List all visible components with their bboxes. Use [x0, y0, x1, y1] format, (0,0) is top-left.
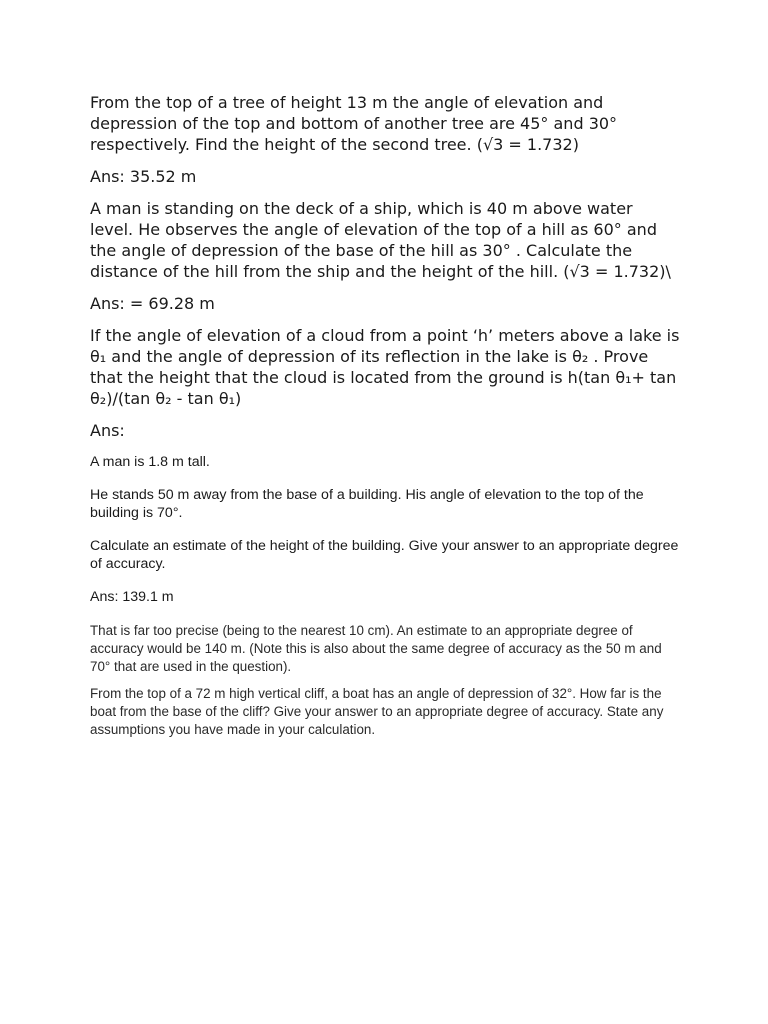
question-5: From the top of a 72 m high vertical cliff, a boat has an angle of depression of 32°. How far is the boat from the base of the cliff? Give your answer to an appropriate degree of accuracy. State any assumptions you have made in your calculation.	[90, 686, 664, 737]
answer-2: Ans: = 69.28 m	[90, 294, 215, 313]
question-1: From the top of a tree of height 13 m the angle of elevation and depression of the top and bottom of another tree are 45° and 30° respectively. Find the height of the second tree. (√3 = 1.732)	[90, 93, 618, 154]
question-4-line-1: A man is 1.8 m tall.	[90, 454, 210, 470]
answer-3: Ans:	[90, 421, 125, 440]
answer-4-note: That is far too precise (being to the nearest 10 cm). An estimate to an appropriate degree of accuracy would be 140 m. (Note this is also about the same degree of accuracy as the 50 m and 70° that are used in the question).	[90, 623, 662, 674]
question-2: A man is standing on the deck of a ship, which is 40 m above water level. He observes the angle of elevation of the top of a hill as 60° and the angle of depression of the base of the hill as 30° . Calculate the distance of the hill from the ship and the height of the hill. (√3 = 1.732)\	[90, 199, 671, 281]
document-body	[90, 92, 680, 748]
question-3: If the angle of elevation of a cloud from a point ‘h’ meters above a lake is θ₁ and the angle of depression of its reflection in the lake is θ₂ . Prove that the height that the cloud is located from the ground is h(tan θ₁+ tan θ₂)/(tan θ₂ - tan θ₁)	[90, 326, 680, 408]
answer-4: Ans: 139.1 m	[90, 589, 174, 605]
answer-1: Ans: 35.52 m	[90, 167, 197, 186]
question-4-line-2: He stands 50 m away from the base of a building. His angle of elevation to the top of the building is 70°.	[90, 487, 644, 521]
question-4-line-3: Calculate an estimate of the height of the building. Give your answer to an appropriate degree of accuracy.	[90, 538, 679, 572]
